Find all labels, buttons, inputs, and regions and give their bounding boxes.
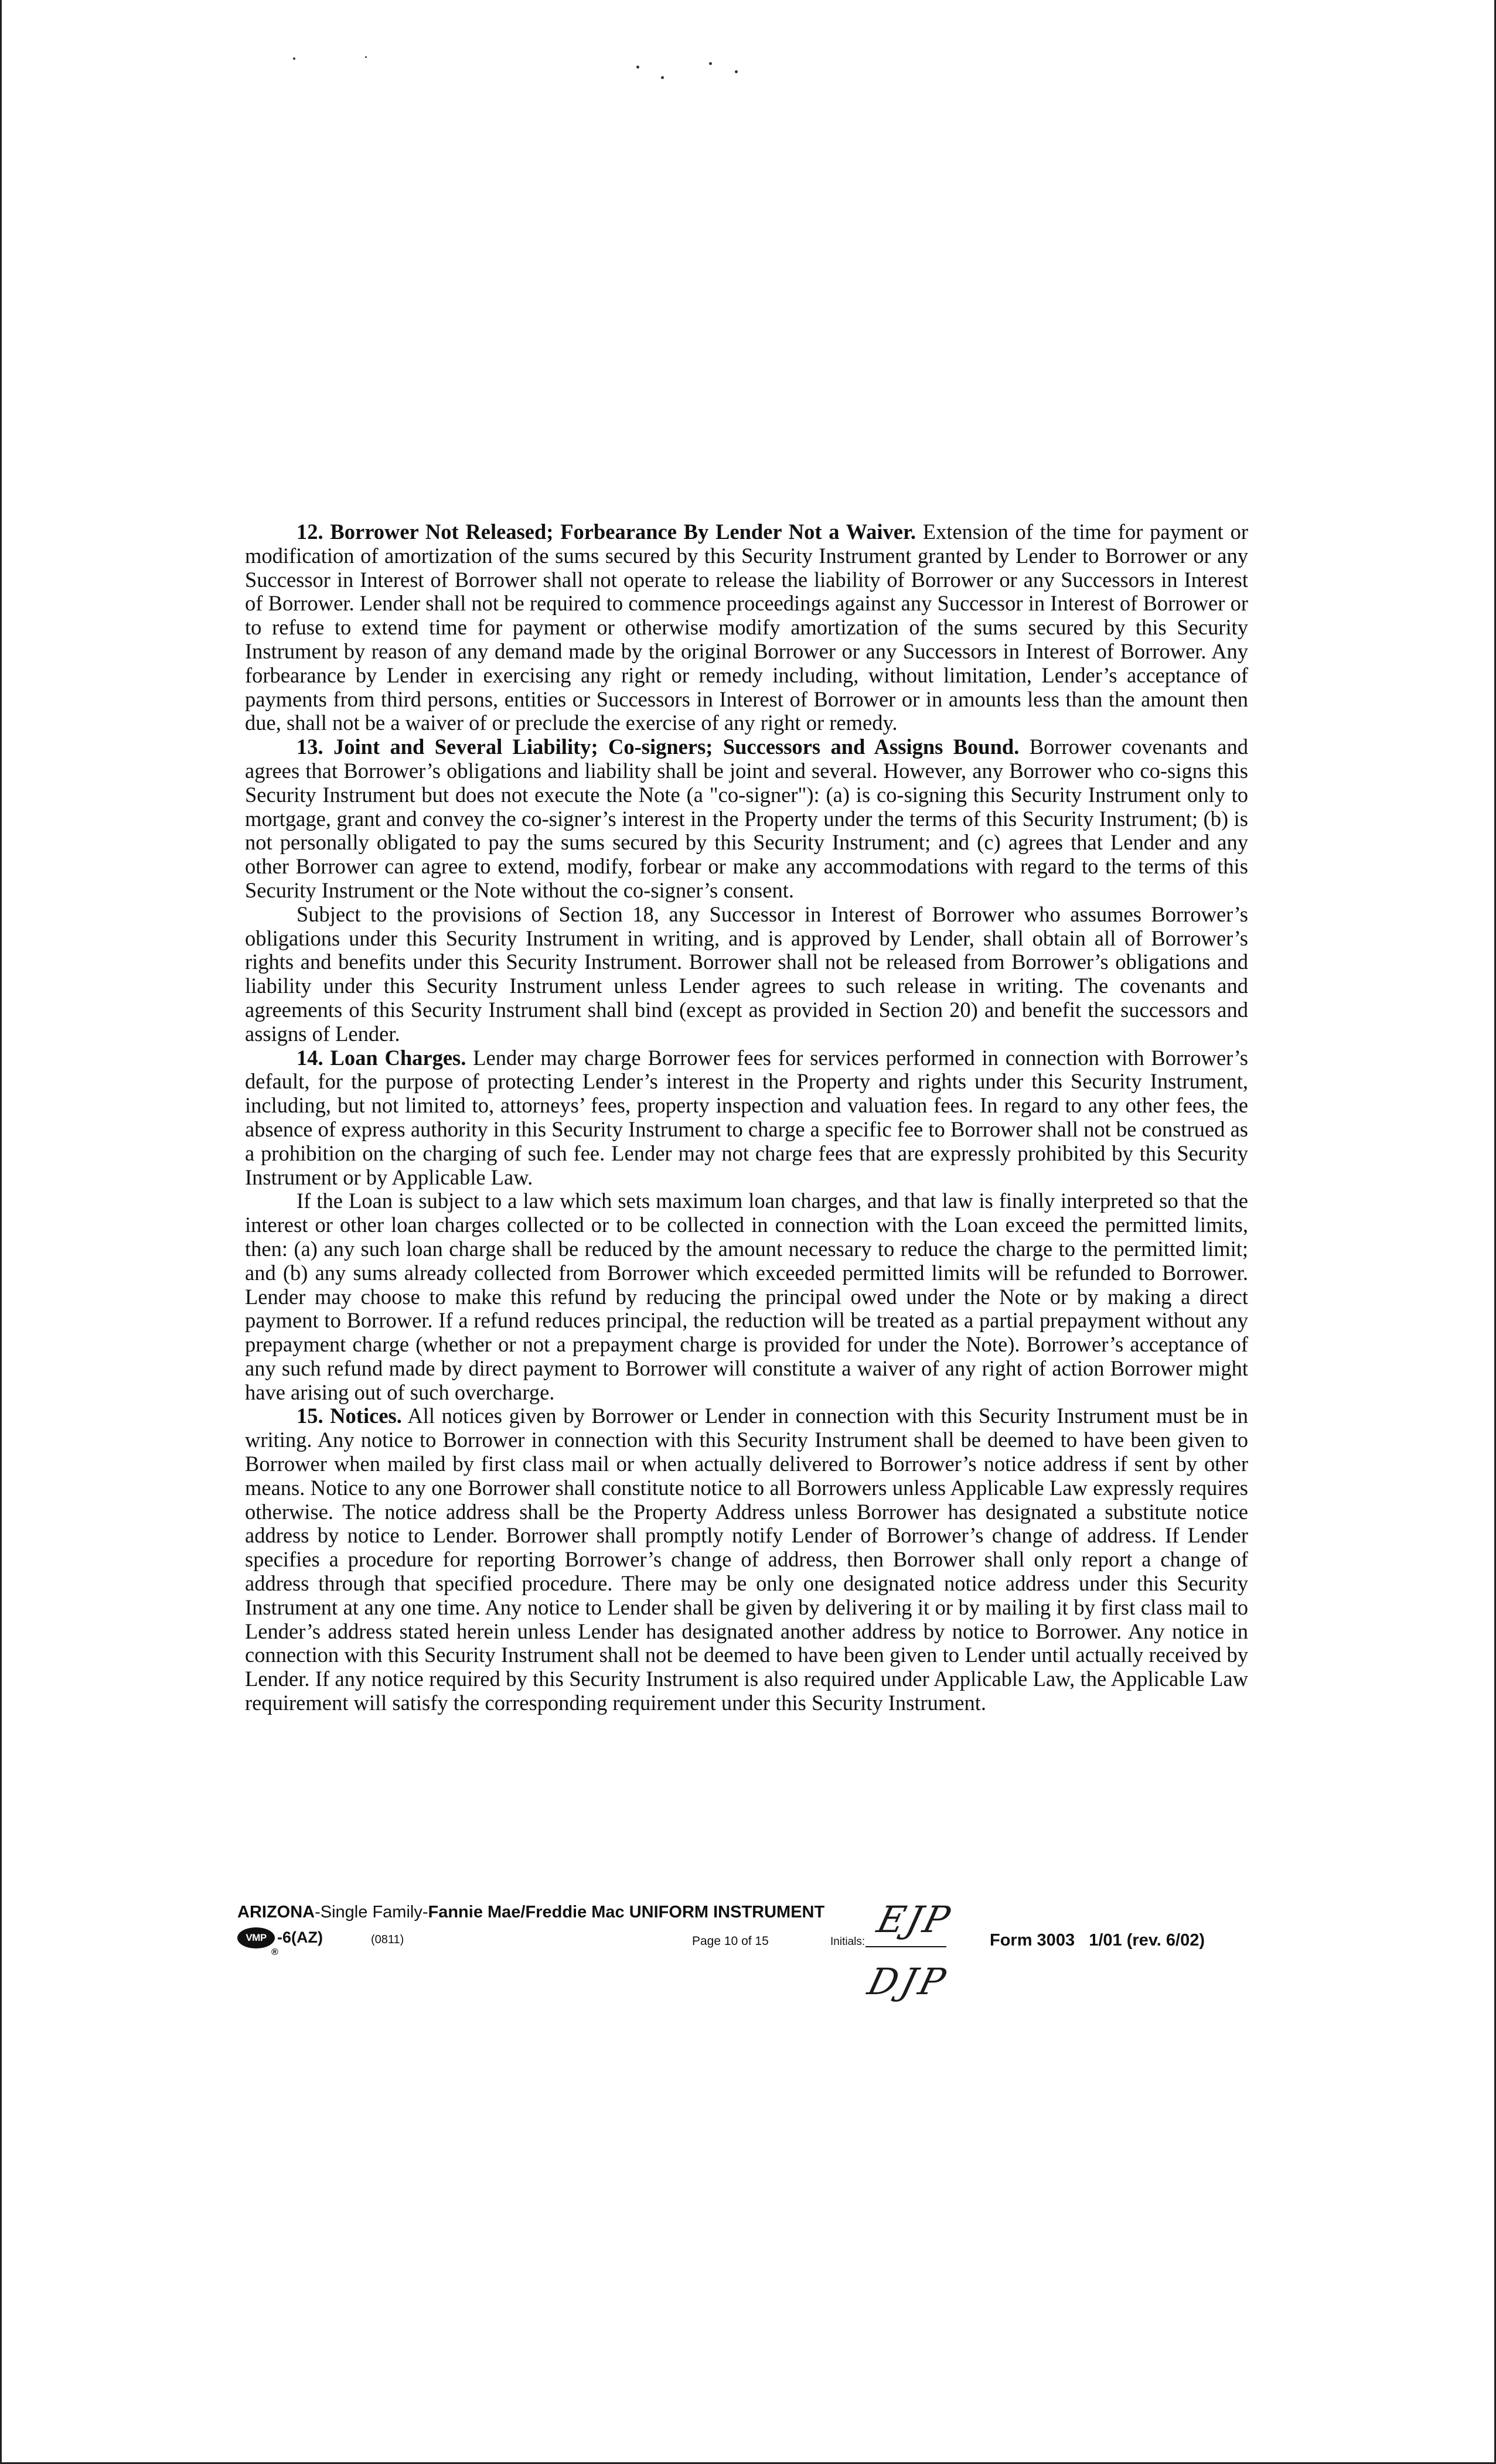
section-14 [245, 1046, 1248, 1190]
section-text: Lender may charge Borrower fees for services performed in connection with Borrower’s default, for the purpose of protecting Lender’s interest in the Property and rights under this Security Instrument, including, but not limited to, attorneys’ fees, property inspection and valuation fees. In regard to any other fees, the absence of express authority in this Security Instrument to charge a specific fee to Borrower shall not be construed as a prohibition on the charging of such fee. Lender may not charge fees that are expressly prohibited by this Security Instrument or by Applicable Law. [245, 1045, 1248, 1189]
initials-signature: EJP [873, 1898, 956, 1941]
section-text: Borrower covenants and agrees that Borrower’s obligations and liability shall be joint and several. However, any Borrower who co-signs this Security Instrument but does not execute the Note (a "co-signer"): (a) is co-signing this Security Instrument only to mortgage, grant and convey the co-signer’s interest in the Property under the terms of this Security Instrument; (b) is not personally obligated to pay the sums secured by this Security Instrument; and (c) agrees that Lender and any other Borrower can agree to extend, modify, forbear or make any accommodations with regard to the terms of this Security Instrument or the Note without the co-signer’s consent. [245, 735, 1248, 902]
footer-instrument-line [237, 1903, 824, 1922]
section-heading: 15. Notices. [297, 1404, 402, 1428]
section-14-continuation: If the Loan is subject to a law which sets maximum loan charges, and that law is finally interpreted so that the interest or other loan charges collected or to be collected in connection with the Loan exceed the permitted limits, then: (a) any such loan charge shall be reduced by the amount necessary to reduce the charge to the permitted limit; and (b) any sums already collected from Borrower which exceeded permitted limits will be refunded to Borrower. Lender may choose to make this refund by reducing the principal owed under the Note or by making a direct payment to Borrower. If a refund reduces principal, the reduction will be treated as a partial prepayment without any prepayment charge (whether or not a prepayment charge is provided for under the Note). Borrower’s acceptance of any such refund made by direct payment to Borrower will constitute a waiver of any right of action Borrower might have arising out of such overcharge. [245, 1189, 1248, 1404]
scan-speck [293, 57, 295, 60]
section-heading: 14. Loan Charges. [297, 1045, 466, 1070]
section-12 [245, 520, 1248, 735]
page-number: Page 10 of 15 [692, 1934, 769, 1948]
section-text: Extension of the time for payment or modification of amortization of the sums secured by this Security Instrument granted by Lender to Borrower or any Successor in Interest of Borrower shall not operate to release the liability of Borrower or any Successors in Interest of Borrower. Lender shall not be required to commence proceedings against any Successor in Interest of Borrower or to refuse to extend time for payment or otherwise modify amortization of the sums secured by this Security Instrument by reason of any demand made by the original Borrower or any Successors in Interest of Borrower. Any forbearance by Lender in exercising any right or remedy including, without limitation, Lender’s acceptance of payments from third persons, entities or Successors in Interest of Borrower or in amounts less than the amount then due, shall not be a waiver of or preclude the exercise of any right or remedy. [245, 520, 1249, 735]
section-heading: 12. Borrower Not Released; Forbearance By Lender Not a Waiver. [297, 520, 916, 544]
page-footer [237, 1898, 1257, 2020]
section-heading: 13. Joint and Several Liability; Co-signers; Successors and Assigns Bound. [297, 735, 1020, 759]
section-15 [245, 1404, 1248, 1715]
initials-label: Initials: [830, 1936, 865, 1948]
section-13 [245, 735, 1248, 903]
initials-line [865, 1946, 946, 1947]
footer-family: -Single Family- [315, 1903, 428, 1922]
document-body [245, 520, 1248, 1715]
footer-form-code: -6(AZ) [277, 1929, 323, 1946]
scan-speck [735, 70, 738, 73]
vmp-logo: VMP [237, 1927, 275, 1948]
form-number: Form 3003 1/01 (rev. 6/02) [990, 1931, 1205, 1950]
initials-signature: DJP [863, 1960, 953, 2003]
footer-form-code-suffix: (0811) [371, 1933, 404, 1946]
footer-instrument: Fannie Mae/Freddie Mac UNIFORM INSTRUMENT [428, 1903, 825, 1922]
scan-speck [365, 56, 367, 58]
scan-speck [661, 76, 664, 79]
scan-speck [709, 62, 712, 65]
scan-speck [636, 66, 639, 69]
section-text: All notices given by Borrower or Lender in connection with this Security Instrument must be in writing. Any notice to Borrower in connection with this Security Instrument shall be deemed to have been given to Borrower when mailed by first class mail or when actually delivered to Borrower’s notice address if sent by other means. Notice to any one Borrower shall constitute notice to all Borrowers unless Applicable Law expressly requires otherwise. The notice address shall be the Property Address unless Borrower has designated a substitute notice address by notice to Lender. Borrower shall promptly notify Lender of Borrower’s change of address. If Lender specifies a procedure for reporting Borrower’s change of address, then Borrower shall only report a change of address through that specified procedure. There may be only one designated notice address under this Security Instrument at any one time. Any notice to Lender shall be given by delivering it or by mailing it by first class mail to Lender’s address stated herein unless Lender has designated another address by notice to Borrower. Any notice in connection with this Security Instrument shall not be deemed to have been given to Lender until actually received by Lender. If any notice required by this Security Instrument is also required under Applicable Law, the Applicable Law requirement will satisfy the corresponding requirement under this Security Instrument. [245, 1404, 1248, 1715]
section-13-continuation: Subject to the provisions of Section 18, any Successor in Interest of Borrower who assumes Borrower’s obligations under this Security Instrument in writing, and is approved by Lender, shall obtain all of Borrower’s rights and benefits under this Security Instrument. Borrower shall not be released from Borrower’s obligations and liability under this Security Instrument unless Lender agrees to such release in writing. The covenants and agreements of this Security Instrument shall bind (except as provided in Section 20) and benefit the successors and assigns of Lender. [245, 902, 1248, 1046]
footer-state: ARIZONA [237, 1903, 315, 1922]
registered-mark: ® [271, 1947, 278, 1957]
